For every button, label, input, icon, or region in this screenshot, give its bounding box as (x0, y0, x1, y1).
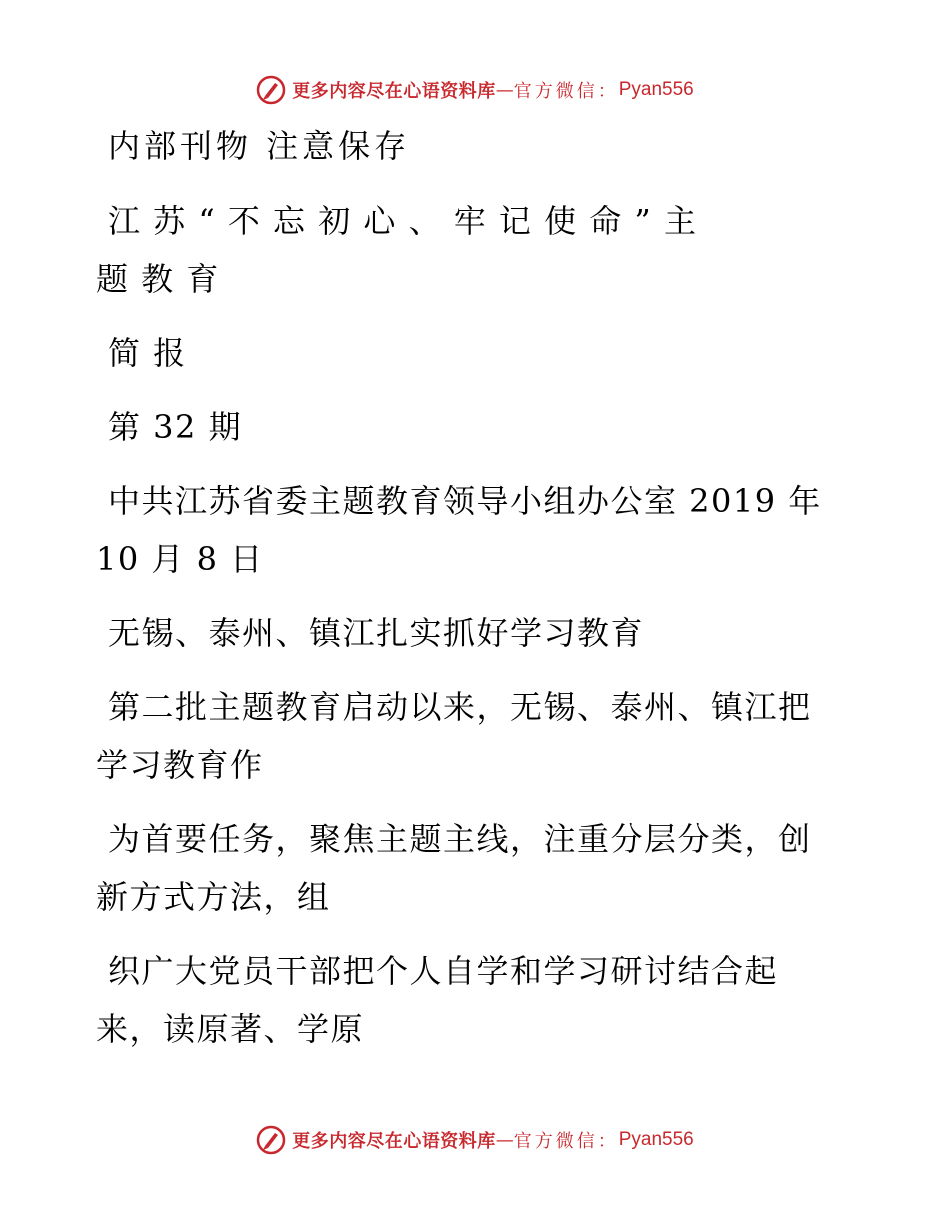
header-watermark (0, 70, 950, 110)
pen-logo-icon (256, 75, 286, 105)
doc-paragraph-line-6: 来，读原著、学原 (96, 1010, 365, 1048)
watermark-wechat-id: Pyan556 (618, 1129, 694, 1150)
watermark-main-text: 更多内容尽在心语资料库 (292, 81, 496, 102)
doc-issue-number: 第 32 期 (108, 408, 243, 446)
doc-title-line-2: 题 教 育 (96, 260, 220, 298)
watermark-wechat-id: Pyan556 (618, 79, 694, 100)
doc-title-briefing: 简 报 (108, 334, 187, 372)
doc-paragraph-line-3: 为首要任务，聚焦主题主线，注重分层分类，创 (108, 820, 812, 858)
doc-paragraph-line-1: 第二批主题教育启动以来，无锡、泰州、镇江把 (108, 688, 812, 726)
doc-paragraph-line-4: 新方式方法，组 (96, 878, 331, 916)
watermark-main-text: 更多内容尽在心语资料库 (292, 1131, 496, 1152)
doc-date-line: 10 月 8 日 (96, 540, 264, 578)
doc-article-heading: 无锡、泰州、镇江扎实抓好学习教育 (108, 614, 645, 652)
doc-issuer-line: 中共江苏省委主题教育领导小组办公室 2019 年 (108, 482, 822, 520)
doc-paragraph-line-5: 织广大党员干部把个人自学和学习研讨结合起 (108, 952, 779, 990)
doc-line-internal-notice: 内部刊物 注意保存 (108, 127, 411, 165)
watermark-separator: — (495, 79, 514, 101)
doc-paragraph-line-2: 学习教育作 (96, 746, 264, 784)
footer-watermark (0, 1120, 950, 1160)
watermark-official-label: 官方微信： (513, 81, 619, 102)
pen-logo-icon (256, 1125, 286, 1155)
watermark-separator: — (495, 1129, 514, 1151)
doc-title-line-1: 江 苏 “ 不 忘 初 心 、 牢 记 使 命 ” 主 (108, 202, 698, 240)
watermark-official-label: 官方微信： (513, 1131, 619, 1152)
